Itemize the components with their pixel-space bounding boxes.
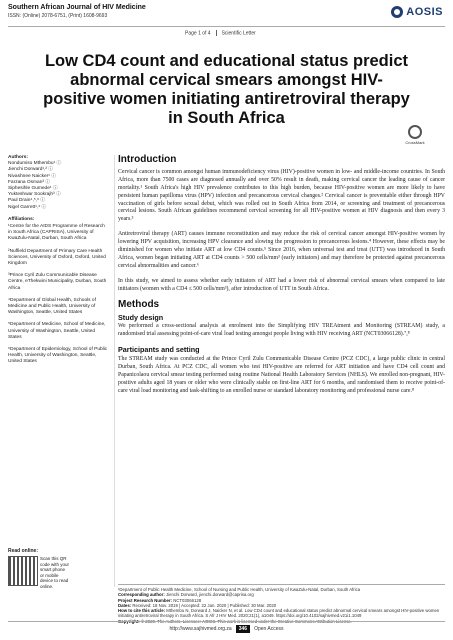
author-item[interactable]: Nivashnee Naicker¹ ⓘ — [8, 173, 56, 179]
aosis-logo-text: AOSIS — [406, 6, 443, 18]
author-item[interactable]: Yukteshwar Sookrajh³ ⓘ — [8, 192, 61, 198]
paragraph: The STREAM study was conducted at the Prince Cyril Zulu Communicable Disease Centre (PCZ CDC), a large public clinic in central Durban, South Africa. At PCZ CDC, all women who test HIV-positive are referred for ART initiation and have CD4 cell count and Papanicolaou cervical smear testing performed using routine National Health Laboratory Services (NHLS). We enrolled non-pregnant, HIV-positive adults aged 18 years or older who were clinically stable on first-line ART for 6 months, and randomised them to receive point-of-care viral load monitoring and task-shifting to an enrolled nurse or standard laboratory monitoring and professional nurse care.⁸ — [118, 356, 445, 394]
affiliations-heading: Affiliations: — [8, 216, 35, 222]
authors-heading: Authors: — [8, 155, 28, 160]
qr-code[interactable] — [8, 556, 38, 586]
article-dates: Dates: Received: 18 Nov. 2019 | Accepted: 22 Jan. 2020 | Published: 30 Mar. 2020 — [118, 602, 277, 608]
page-info — [185, 30, 256, 36]
author-item[interactable]: Farzana Osman³ ⓘ — [8, 179, 51, 185]
read-online-label: Read online: — [8, 548, 39, 554]
paragraph: In this study, we aimed to assess whether early initiators of ART had a lower risk of abnormal cervical smears when compared to late initiators (women with a CD4 ≤ 500 cells/mm³), after introduction of UTT in South Africa. — [118, 277, 445, 292]
journal-url-link[interactable]: http://www.sajhivmed.org.za — [169, 626, 232, 632]
paragraph: We performed a cross-sectional analysis at enrolment into the Simplifying HIV TREAtment and Monitoring (STREAM) study, a randomised trial assessing point-of-care viral load testing amongst people living with HIV receiving ART (NCT03066128).⁷,⁸ — [118, 323, 445, 338]
author-item[interactable]: Paul Drain⁴,⁵,⁶ ⓘ — [8, 198, 46, 204]
qr-instructions: Scan this QR code with your smart phone or mobile device to read online. — [40, 556, 70, 589]
page-count: Page 1 of 4 — [185, 30, 211, 37]
aosis-logo — [391, 6, 443, 18]
article-title: Low CD4 count and educational status predict abnormal cervical smears amongst HIV-positive women initiating antiretroviral therapy in South Africa — [43, 52, 410, 127]
paragraph: Antiretroviral therapy (ART) causes immune reconstitution and may reduce the risk of cervical cancer amongst HIV-positive women by lowering HPV acquisition, increasing HPV clearance and slowing the progression to precancerous lesions.⁴ However, these effects may be diminished for women who initiate ART at low CD4 counts.⁵ Since 2016, when universal test and treat (UTT) was introduced in South Africa, women began initiating ART at CD4 counts > 500 cells/mm³ (early initiators) and may therefore be protected against precancerous cervical abnormalities and cancer.⁶ — [118, 231, 445, 269]
crossmark-icon — [408, 125, 422, 139]
paragraph: Cervical cancer is common amongst human immunodeficiency virus (HIV)-positive women in low- and middle-income countries. In South Africa, more than 7500 cases are diagnosed annually and over 50% result in death, making cervical cancer the leading cause of cancer mortality.¹ South Africa's high HIV prevalence contributes to this high burden, because HIV-positive women are more likely to have persistent human papilloma virus (HPV) infection and precancerous cervical changes.² Cervical cancer is preventable either through HPV vaccination of girls before sexual debut, which was rolled out in South Africa from 2014, or screening and treatment of precancerous cervical lesions. South African guidelines recommend cervical screening for all HIV-positive women at HIV diagnosis and then every 3 years.³ — [118, 168, 445, 223]
affiliation-item: ²Nuffield Department of Primary Care Health Sciences, University of Oxford, Oxford, United Kingdom — [8, 248, 106, 267]
subheading-study-design: Study design — [118, 312, 164, 322]
affiliation-item: ⁶Department of Epidemiology, School of Public Health, University of Washington, Seattle, United States — [8, 347, 108, 365]
affiliation-item: ⁴Department of Global Health, Schools of Medicine and Public Health, University of Washington, Seattle, United States — [8, 297, 96, 316]
header-divider — [8, 26, 445, 27]
crossmark-badge[interactable] — [395, 125, 435, 145]
article-type: Scientific Letter — [221, 30, 256, 37]
aosis-logo-icon — [391, 6, 403, 18]
footer-divider — [8, 621, 445, 622]
sidebar — [8, 155, 108, 372]
footnote-affiliation: ¹Department of Public Health Medicine, School of Nursing and Public Health, University of KwaZulu-Natal, Durban, South Africa — [118, 587, 361, 592]
journal-name: Southern African Journal of HIV Medicine — [8, 4, 146, 11]
article-footnote — [118, 584, 445, 624]
section-heading-introduction: Introduction — [118, 154, 177, 165]
affiliation-item: ¹Centre for the AIDS Programme of Research in South Africa (CAPRISA), University of KwaZulu-Natal, Durban, South Africa — [8, 224, 105, 242]
corresponding-author: Corresponding author: Jienchi Dorward, jienchi.dorward@caprisa.org — [118, 592, 254, 598]
project-number: Project Research Number: NCT03066128 — [118, 597, 202, 603]
open-access-label: Open Access — [254, 626, 284, 632]
affiliation-item: ⁵Department of Medicine, School of Medicine, University of Washington, Seattle, United States — [8, 322, 106, 340]
affiliation-item: ³Prince Cyril Zulu Communicable Disease Centre, eThekwini Municipality, Durban, South Africa — [8, 273, 107, 291]
section-heading-methods: Methods — [118, 298, 160, 310]
author-item[interactable]: Nondumiso Mthembu¹ ⓘ — [8, 161, 62, 167]
subheading-participants: Participants and setting — [118, 345, 200, 355]
column-divider — [114, 155, 115, 587]
article-body — [118, 155, 445, 403]
citation: How to cite this article: Mthembu N, Dorward J, Naicker N, et al. Low CD4 count and educational status predict abnormal cervical smears amongst HIV-positive women initiating antiretroviral therapy in South Africa. S Afr J HIV Med. 2020;21(1), a1049. https://doi.org/10.4102/sajhivmed.v21i1.1049 — [118, 608, 440, 619]
page-number: 346 — [236, 625, 250, 633]
author-item[interactable]: Nigel Garrett¹,⁴ ⓘ — [8, 204, 47, 210]
author-item[interactable]: Jienchi Dorward¹,² ⓘ — [8, 167, 54, 173]
author-item[interactable]: Siphesihle Gumede¹ ⓘ — [8, 186, 58, 192]
page-footer — [0, 625, 453, 633]
issn-line: ISSN: (Online) 2078-6751, (Print) 1608-9693 — [8, 13, 108, 19]
crossmark-label: CrossMark — [405, 140, 425, 145]
